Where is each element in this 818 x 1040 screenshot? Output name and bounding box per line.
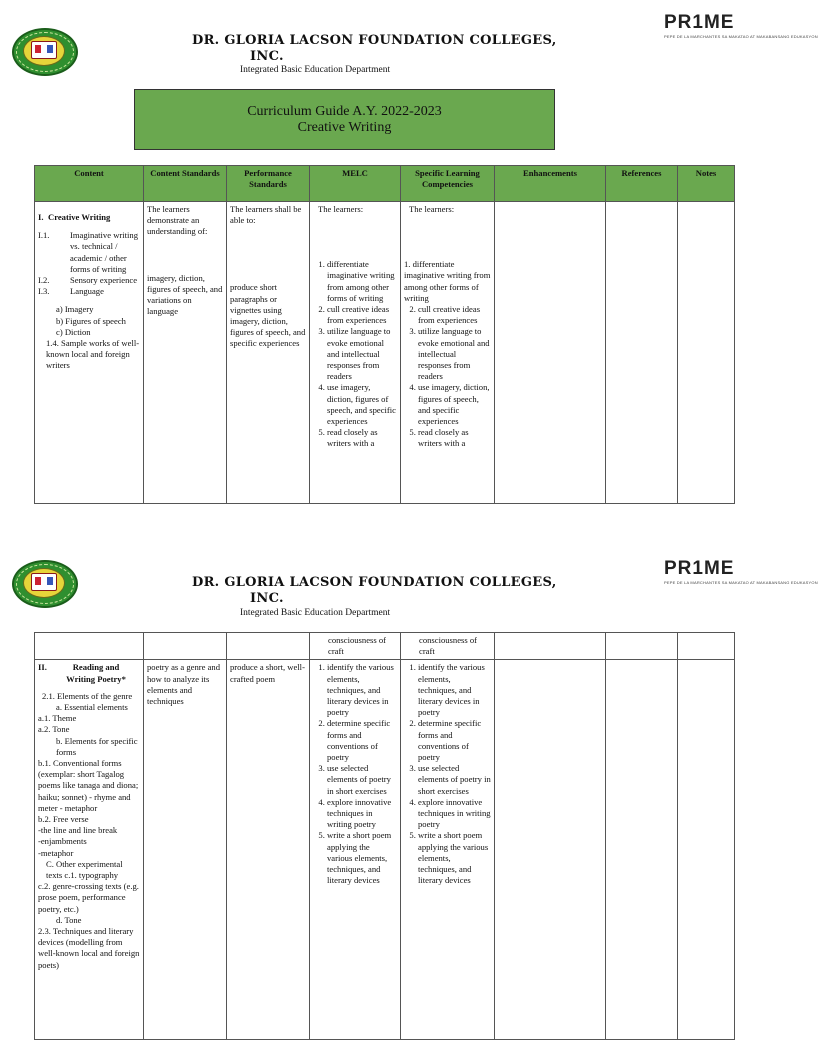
cell-melc [310,660,401,1040]
logo-tagline: PEPE DE LA MARCHANTES SA MAKATAO AT MAKABANSANG EDUKASYON [664,34,818,39]
list-item: 4. explore innovative techniques in writing poetry [418,797,491,831]
cell-notes [678,660,735,1040]
col-melc: MELC [310,166,401,202]
list-item: 3. use selected elements of poetry in short exercises [327,763,397,797]
table-row [35,660,735,1040]
curriculum-table-1 [34,165,735,504]
list-item: 5. write a short poem applying the various elements, techniques, and literary devices [327,830,397,886]
cell-enhancements [495,202,606,504]
cell-references [606,660,678,1040]
table-row [35,633,735,660]
col-notes: Notes [678,166,735,202]
cell-content-standards: poetry as a genre and how to analyze its elements and techniques [144,660,227,1040]
curriculum-table-2 [34,632,735,1040]
list-item: 2. cull creative ideas from experiences [327,304,397,326]
cell-melc: The learners: 1. differentiate imaginative writing from among other forms of writing 2. cull creative ideas from experiences 3. utilize language to evoke emotional and intellectual responses from readers 4. use imagery, diction, figures of speech, and specific experiences 5. read closely as writers with a [310,202,401,504]
school-seal-icon [12,28,78,76]
col-performance-standards: Performance Standards [227,166,310,202]
col-content: Content [35,166,144,202]
table-header-row [35,166,735,202]
list-item: 3. use selected elements of poetry in short exercises [418,763,491,797]
list-item: 5. read closely as writers with a [418,427,491,449]
department-name: Integrated Basic Education Department [240,608,391,618]
prime-logo [664,12,818,39]
cell-performance-standards: The learners shall be able to: produce short paragraphs or vignettes using imagery, diction, figures of speech, and specific experiences [227,202,310,504]
list-item: 1. differentiate imaginative writing from among other forms of writing [327,259,397,304]
list-item: 2. cull creative ideas from experiences [418,304,491,326]
col-content-standards: Content Standards [144,166,227,202]
list-item: 4. explore innovative techniques in writing poetry [327,797,397,831]
cell-performance-standards: produce a short, well-crafted poem [227,660,310,1040]
table-row [35,202,735,504]
list-item: 1. identify the various elements, techniques, and literary devices in poetry [327,662,397,718]
list-item: 3. utilize language to evoke emotional and intellectual responses from readers [327,326,397,382]
cell-references [606,202,678,504]
list-item: 3. utilize language to evoke emotional and intellectual responses from readers [418,326,491,382]
school-name: DR. GLORIA LACSON FOUNDATION COLLEGES, INC. [192,575,557,606]
list-item: 4. use imagery, diction, figures of speech, and specific experiences [327,382,397,427]
list-item: 2. determine specific forms and conventions of poetry [418,718,491,763]
list-item: 1. identify the various elements, techniques, and literary devices in poetry [418,662,491,718]
title-box [134,89,555,150]
list-item: 4. use imagery, diction, figures of speech, and specific experiences [418,382,491,427]
cell-melc-carry: consciousness of craft [310,633,401,660]
list-item: 5. read closely as writers with a [327,427,397,449]
prime-logo: PR1ME PEPE DE LA MARCHANTES SA MAKATAO AT MAKABANSANG EDUKASYON [664,558,818,585]
cell-specific-competencies [401,660,495,1040]
list-item: 5. write a short poem applying the various elements, techniques, and literary devices [418,830,491,886]
cell-notes [678,202,735,504]
cell-content-standards: The learners demonstrate an understanding of: imagery, diction, figures of speech, and variations on language [144,202,227,504]
logo-word: PR1ME [664,12,735,33]
col-specific-competencies: Specific Learning Competencies [401,166,495,202]
cell-content: II. Reading and Writing Poetry* 2.1. Elements of the genre a. Essential elements a.1. Theme a.2. Tone b. Elements for specific forms b.1. Conventional forms (exemplar: short Tagalog poems like tanaga and diona; haiku; sonnet) - rhyme and meter - metaphor b.2. Free verse -the line and line break -enjambments -metaphor C. Other experimental texts c.1. typography c.2. genre-crossing texts (e.g. prose poem, performance poetry, etc.) d. Tone 2.3. Techniques and literary devices (modelling from well-known local and foreign poets) [35,660,144,1040]
title-line2: Creative Writing [297,120,392,135]
cell-content: I. Creative Writing I.1. Imaginative writing vs. technical / academic / other forms of writing I.2. Sensory experience I.3. Language a) Imagery b) Figures of speech c) Diction 1.4. Sample works of well-known local and foreign writers [35,202,144,504]
cell-enhancements [495,660,606,1040]
department-name: Integrated Basic Education Department [240,65,391,75]
school-name: DR. GLORIA LACSON FOUNDATION COLLEGES, INC. [192,33,557,64]
list-item: 2. determine specific forms and conventions of poetry [327,718,397,763]
cell-slc-carry: consciousness of craft [401,633,495,660]
cell-specific-competencies: The learners: 1. differentiate imaginative writing from among other forms of writing 2. cull creative ideas from experiences 3. utilize language to evoke emotional and intellectual responses from readers 4. use imagery, diction, figures of speech, and specific experiences 5. read closely as writers with a [401,202,495,504]
school-seal-icon [12,560,78,608]
col-references: References [606,166,678,202]
title-line1: Curriculum Guide A.Y. 2022-2023 [247,104,442,119]
col-enhancements: Enhancements [495,166,606,202]
